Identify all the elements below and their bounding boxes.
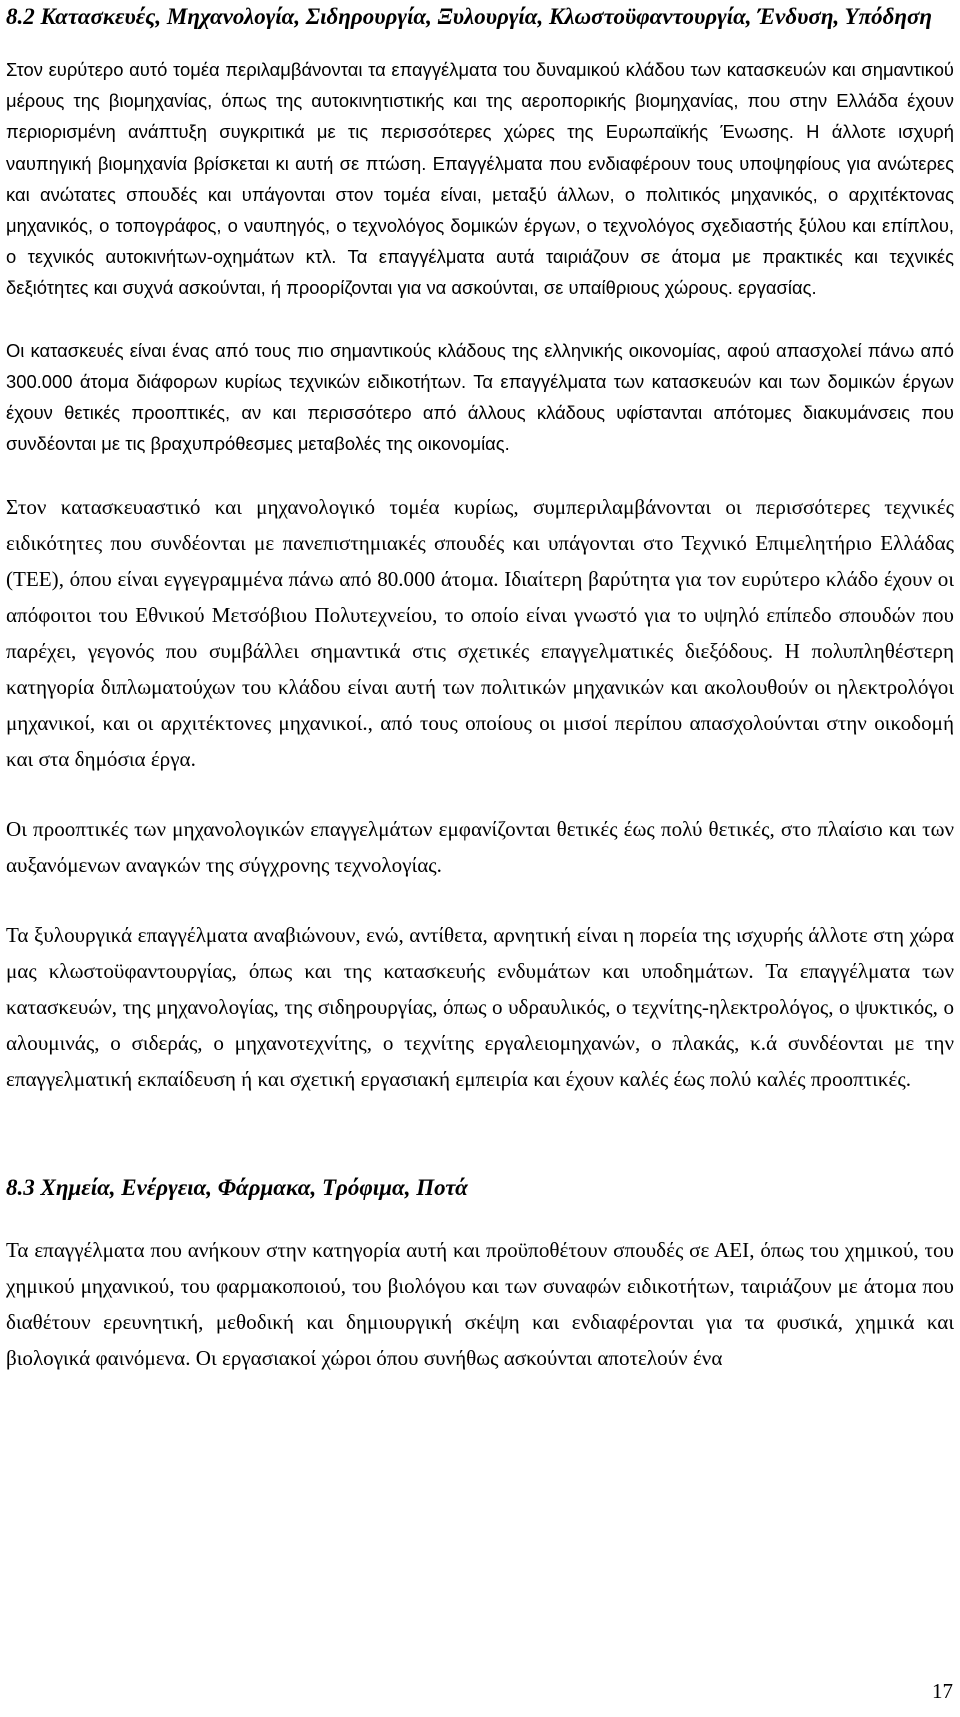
paragraph-woodwork: Τα ξυλουργικά επαγγέλματα αναβιώνουν, ενώ, αντίθετα, αρνητική είναι η πορεία της ισχυρής άλλοτε στη χώρα μας κλωστοϋφαντουργίας, όπως και της κατασκευής ενδυμάτων και υποδημάτων. Τα επαγγέλματα των κατασκευών, της μηχανολογίας, της σιδηρουργίας, όπως ο υδραυλικός, ο τεχνίτης-ηλεκτρολόγος, ο ψυκτικός, ο αλουμινάς, ο σιδεράς, ο μηχανοτεχνίτης, ο τεχνίτης εργαλειομηχανών, ο πλακάς, κ.ά συνδέονται με την επαγγελματική εκπαίδευση ή και σχετική εργασιακή εμπειρία και έχουν καλές έως πολύ καλές προοπτικές.: [6, 923, 954, 1092]
section-heading-8-2: 8.2 Κατασκευές, Μηχανολογία, Σιδηρουργία, Ξυλουργία, Κλωστοϋφαντουργία, Ένδυση, Υπόδηση: [6, 4, 933, 29]
paragraph-prospects: Οι προοπτικές των μηχανολογικών επαγγελμάτων εμφανίζονται θετικές έως πολύ θετικές, στο πλαίσιο και των αυξανόμενων αναγκών της σύγχρονης τεχνολογίας.: [6, 817, 954, 878]
paragraph-intro: Στον ευρύτερο αυτό τομέα περιλαμβάνονται τα επαγγέλματα του δυναμικού κλάδου των κατασκευών και σημαντικού μέρους της βιομηχανίας, όπως της αυτοκινητιστικής και της αεροπορικής βιομηχανίας, που στην Ελλάδα έχουν περιορισμένη ανάπτυξη συγκριτικά με τις περισσότερες χώρες της Ευρωπαϊκής Ένωσης. Η άλλοτε ισχυρή ναυπηγική βιομηχανία βρίσκεται κι αυτή σε πτώση. Επαγγέλματα που ενδιαφέρουν τους υποψηφίους για ανώτερες και ανώτατες σπουδές και υπάγονται στον τομέα είναι, μεταξύ άλλων, ο πολιτικός μηχανικός, ο αρχιτέκτονας μηχανικός, ο τοπογράφος, ο ναυπηγός, ο τεχνολόγος δομικών έργων, ο τεχνολόγος σχεδιαστής ξύλου και επίπλου, ο τεχνικός αυτοκινήτων-οχημάτων κτλ. Τα επαγγέλματα αυτά ταιριάζουν σε άτομα με πρακτικές και τεχνικές δεξιότητες και συχνά ασκούνται, ή προορίζονται για να ασκούνται, σε υπαίθριους χώρους. εργασίας.: [6, 59, 954, 299]
section-heading-8-3: 8.3 Χημεία, Ενέργεια, Φάρμακα, Τρόφιμα, Ποτά: [6, 1175, 468, 1201]
paragraph-chemistry: Τα επαγγέλματα που ανήκουν στην κατηγορία αυτή και προϋποθέτουν σπουδές σε ΑΕΙ, όπως του χημικού, του χημικού μηχανικού, του φαρμακοποιού, του βιολόγου και των συναφών ειδικοτήτων, ταιριάζουν με άτομα που διαθέτουν ερευνητική, μεθοδική και δημιουργική σκέψη και ενδιαφέρονται για τα φυσικά, χημικά και βιολογικά φαινόμενα. Οι εργασιακοί χώροι όπου συνήθως ασκούνται αποτελούν ένα: [6, 1238, 954, 1371]
page-number: 17: [932, 1679, 953, 1703]
paragraph-mechanical: Στον κατασκευαστικό και μηχανολογικό τομέα κυρίως, συμπεριλαμβάνονται οι περισσότερες τεχνικές ειδικότητες που συνδέονται με πανεπιστημιακές σπουδές και υπάγονται στο Τεχνικό Επιμελητήριο Ελλάδας (ΤΕΕ), όπου είναι εγγεγραμμένα πάνω από 80.000 άτομα. Ιδιαίτερη βαρύτητα για τον ευρύτερο κλάδο έχουν οι απόφοιτοι του Εθνικού Μετσόβιου Πολυτεχνείου, το οποίο είναι γνωστό για το υψηλό επίπεδο σπουδών που παρέχει, γεγονός που συμβάλλει σημαντικά στις σχετικές επαγγελματικές διεξόδους. Η πολυπληθέστερη κατηγορία διπλωματούχων του κλάδου είναι αυτή των πολιτικών μηχανικών και ακολουθούν οι ηλεκτρολόγοι μηχανικοί, και οι αρχιτέκτονες μηχανικοί., από τους οποίους οι μισοί περίπου απασχολούνται στην οικοδομή και στα δημόσια έργα.: [6, 495, 954, 772]
paragraph-construction: Οι κατασκευές είναι ένας από τους πιο σημαντικούς κλάδους της ελληνικής οικονομίας, αφού απασχολεί πάνω από 300.000 άτομα διάφορων κυρίως τεχνικών ειδικοτήτων. Τα επαγγέλματα των κατασκευών και των δομικών έργων έχουν θετικές προοπτικές, αν και περισσότερο από άλλους κλάδους υφίστανται απότομες διακυμάνσεις που συνδέονται με τις βραχυπρόθεσμες μεταβολές της οικονομίας.: [6, 339, 954, 455]
